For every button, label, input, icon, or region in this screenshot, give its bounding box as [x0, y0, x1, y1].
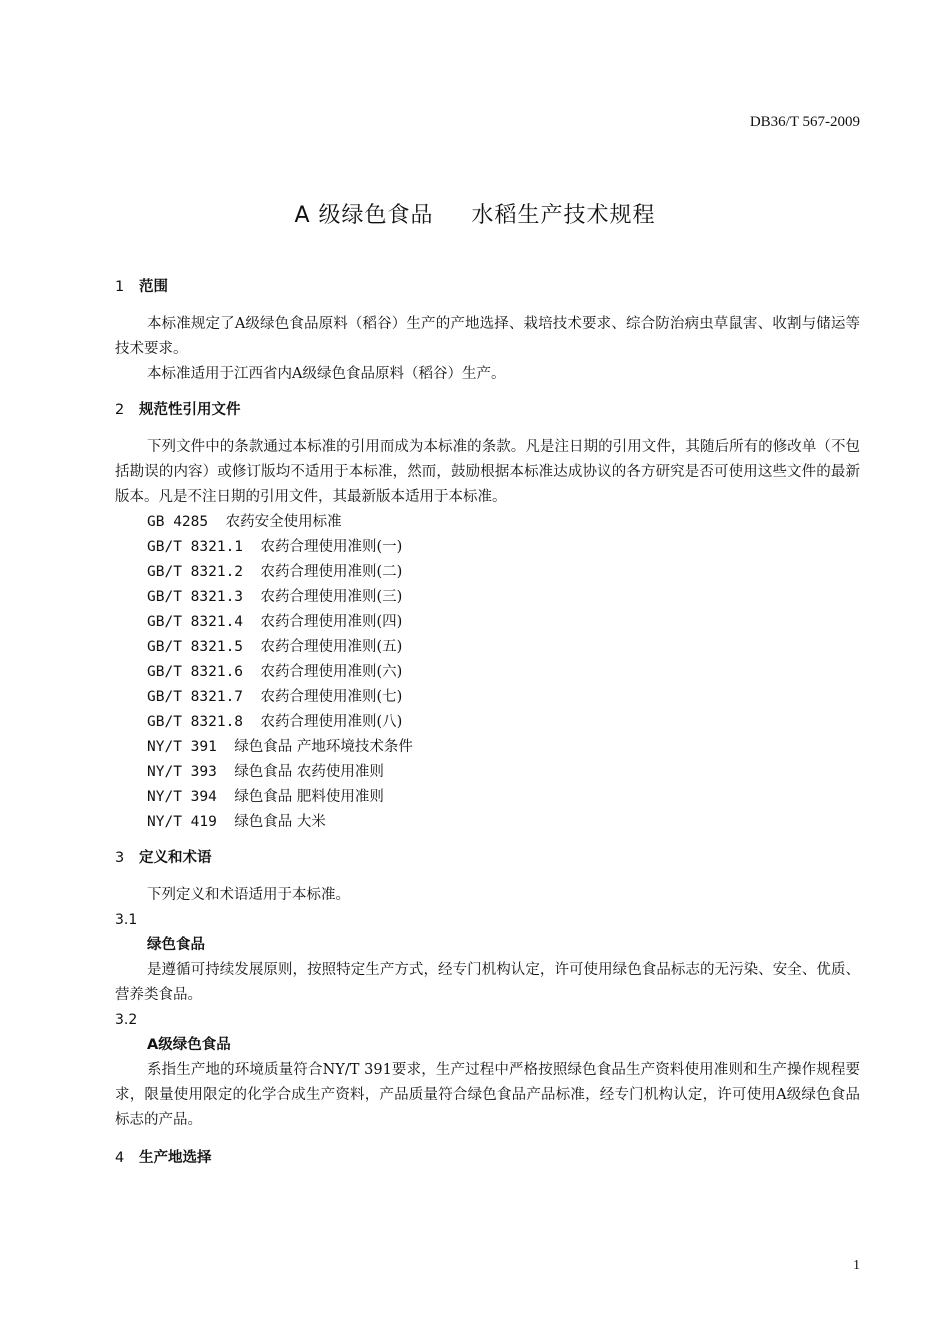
- reference-item: [115, 710, 860, 735]
- reference-item: [115, 535, 860, 560]
- reference-item: [115, 560, 860, 585]
- term-number: 3.2: [115, 1012, 138, 1028]
- title-part-2: 水稻生产技术规程: [471, 203, 656, 228]
- title-part-1: A 级绿色食品: [294, 203, 434, 228]
- term-name: A级绿色食品: [147, 1037, 231, 1053]
- section-title: 定义和术语: [139, 850, 212, 866]
- term-definition: 系指生产地的环境质量符合NY/T 391要求，生产过程中严格按照绿色食品生产资料使用准则和生产操作规程要求，限量使用限定的化学合成生产资料，产品质量符合绿色食品产品标准，经专门机构认定，许可使用A级绿色食品标志的产品。: [115, 1062, 860, 1128]
- reference-code: GB/T 8321.7: [147, 689, 244, 705]
- reference-item: [115, 685, 860, 710]
- document-body: [115, 276, 860, 1169]
- term-name: 绿色食品: [147, 937, 205, 953]
- reference-item: [115, 760, 860, 785]
- reference-code: NY/T 394: [147, 789, 217, 805]
- reference-name: 农药安全使用标准: [225, 514, 342, 530]
- reference-code: NY/T 393: [147, 764, 217, 780]
- reference-list: [115, 510, 860, 835]
- reference-name: 绿色食品 大米: [234, 814, 326, 830]
- section-heading-scope: [115, 276, 860, 298]
- section-title: 生产地选择: [139, 1150, 212, 1166]
- reference-item: [115, 510, 860, 535]
- reference-name: 农药合理使用准则(四): [260, 614, 403, 630]
- reference-name: 农药合理使用准则(八): [260, 714, 403, 730]
- section-number: 4: [115, 1150, 125, 1166]
- reference-code: GB/T 8321.6: [147, 664, 244, 680]
- reference-name: 农药合理使用准则(三): [260, 589, 403, 605]
- reference-name: 农药合理使用准则(六): [260, 664, 403, 680]
- section-number: 3: [115, 850, 125, 866]
- reference-code: GB/T 8321.8: [147, 714, 244, 730]
- reference-item: [115, 735, 860, 760]
- reference-name: 农药合理使用准则(七): [260, 689, 403, 705]
- document-code: DB36/T 567-2009: [749, 114, 860, 130]
- reference-item: [115, 785, 860, 810]
- page-number: 1: [853, 1258, 860, 1273]
- reference-name: 农药合理使用准则(一): [260, 539, 403, 555]
- term-definition: 是遵循可持续发展原则，按照特定生产方式，经专门机构认定，许可使用绿色食品标志的无污染、安全、优质、营养类食品。: [115, 962, 860, 1003]
- reference-name: 绿色食品 肥料使用准则: [234, 789, 384, 805]
- reference-code: GB/T 8321.2: [147, 564, 244, 580]
- reference-code: GB 4285: [147, 514, 209, 530]
- reference-item: [115, 585, 860, 610]
- reference-code: GB/T 8321.5: [147, 639, 244, 655]
- term-number: 3.1: [115, 912, 138, 928]
- reference-code: NY/T 419: [147, 814, 217, 830]
- section-number: 1: [115, 279, 125, 295]
- section-heading-normative-references: [115, 399, 860, 421]
- reference-name: 绿色食品 产地环境技术条件: [234, 739, 413, 755]
- reference-code: GB/T 8321.3: [147, 589, 244, 605]
- section-title: 规范性引用文件: [139, 402, 241, 418]
- reference-code: GB/T 8321.1: [147, 539, 244, 555]
- reference-code: NY/T 391: [147, 739, 217, 755]
- scope-paragraph: 本标准适用于江西省内A级绿色食品原料（稻谷）生产。: [147, 366, 506, 382]
- reference-name: 农药合理使用准则(二): [260, 564, 403, 580]
- reference-item: [115, 635, 860, 660]
- reference-code: GB/T 8321.4: [147, 614, 244, 630]
- reference-item: [115, 660, 860, 685]
- section-title: 范围: [139, 279, 168, 295]
- definitions-intro: 下列定义和术语适用于本标准。: [147, 887, 350, 903]
- section-number: 2: [115, 402, 125, 418]
- reference-name: 农药合理使用准则(五): [260, 639, 403, 655]
- reference-item: [115, 610, 860, 635]
- scope-paragraph: 本标准规定了A级绿色食品原料（稻谷）生产的产地选择、栽培技术要求、综合防治病虫草鼠害、收割与储运等技术要求。: [115, 316, 860, 357]
- reference-name: 绿色食品 农药使用准则: [234, 764, 384, 780]
- section-heading-site-selection: [115, 1147, 860, 1169]
- document-title: [0, 198, 950, 229]
- references-intro: 下列文件中的条款通过本标准的引用而成为本标准的条款。凡是注日期的引用文件，其随后所有的修改单（不包括勘误的内容）或修订版均不适用于本标准，然而，鼓励根据本标准达成协议的各方研究是否可使用这些文件的最新版本。凡是不注日期的引用文件，其最新版本适用于本标准。: [115, 439, 860, 505]
- section-heading-definitions: [115, 847, 860, 869]
- reference-item: [115, 810, 860, 835]
